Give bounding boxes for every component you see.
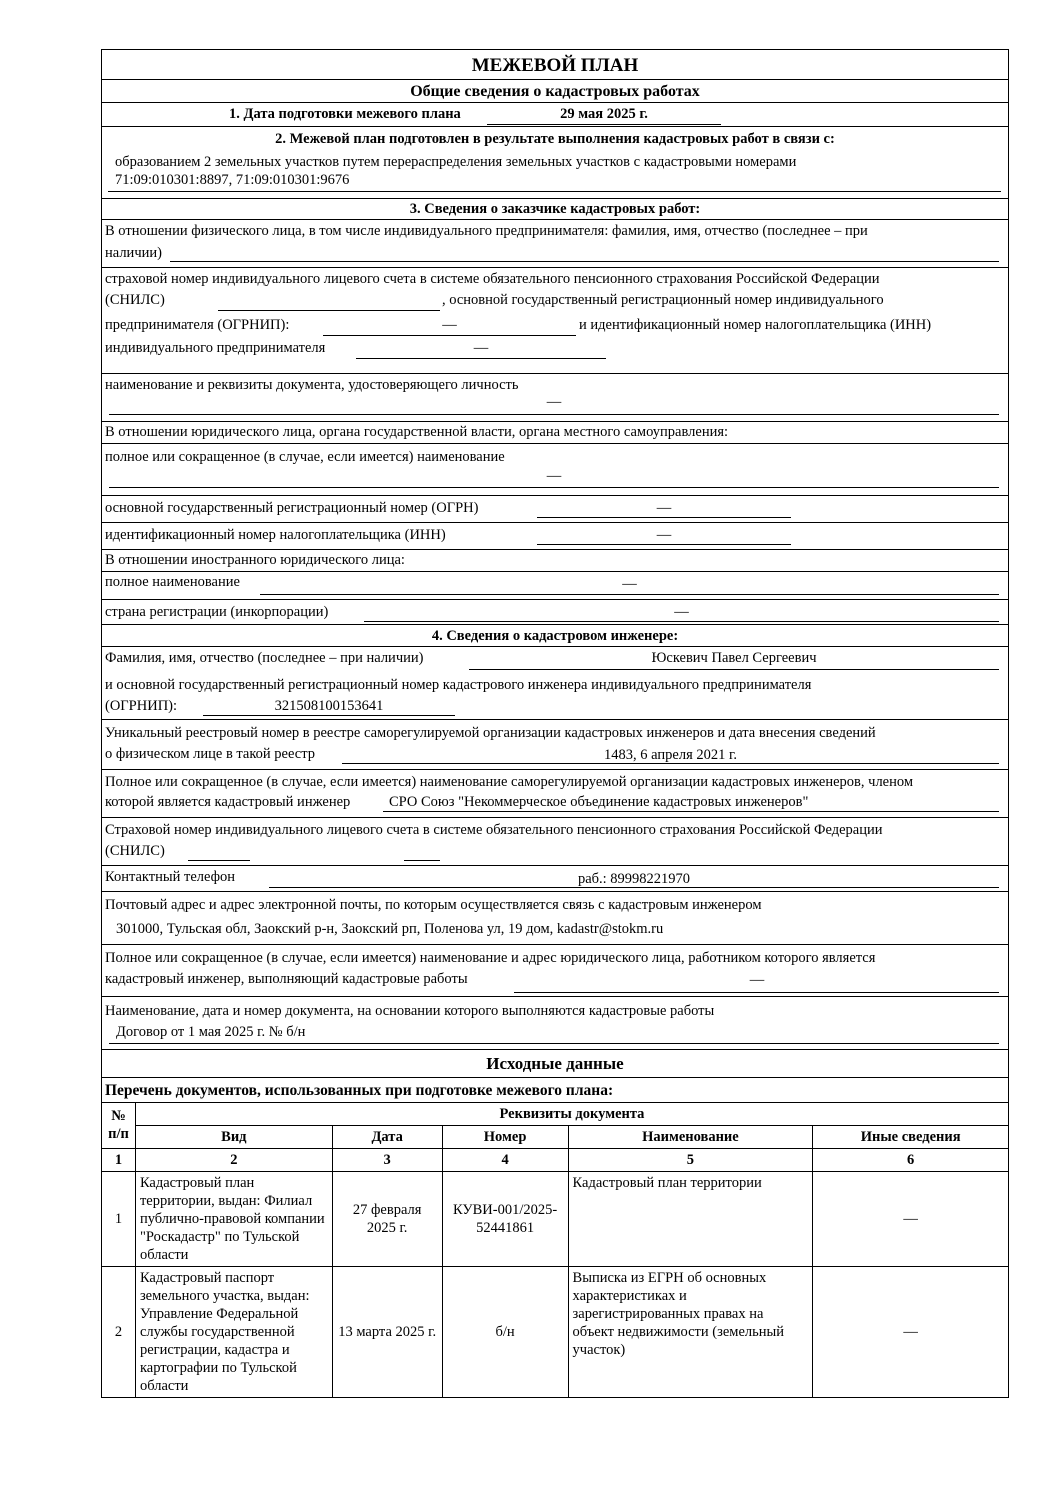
engineer-employer-label: кадастровый инженер, выполняющий кадастровые работы (105, 971, 468, 987)
row-date: 13 марта 2025 г. (332, 1266, 442, 1397)
engineer-address-label: Почтовый адрес и адрес электронной почты, по которым осуществляется связь с кадастровым инженером (105, 897, 762, 913)
customer-ogrnip-value: — (442, 317, 457, 333)
customer-snils-line1: страховой номер индивидуального лицевого счета в системе обязательного пенсионного страхования Российской Федерации (105, 271, 880, 287)
col-number-4: 4 (442, 1148, 568, 1171)
preparation-date-label: 1. Дата подготовки межевого плана (229, 106, 461, 122)
engineer-employer-value: — (749, 972, 765, 988)
document-title: МЕЖЕВОЙ ПЛАН (101, 49, 1009, 80)
customer-inn-value: — (473, 340, 489, 356)
engineer-snils-label: (СНИЛС) (105, 843, 165, 859)
col-number-5: 5 (568, 1148, 813, 1171)
header-no: № п/п (102, 1102, 136, 1148)
row-no: 1 (102, 1171, 136, 1266)
table-row (102, 1171, 1009, 1266)
row-no: 2 (102, 1266, 136, 1397)
row-date: 27 февраля 2025 г. (332, 1171, 442, 1266)
customer-heading: 3. Сведения о заказчике кадастровых работ: (101, 199, 1009, 220)
engineer-sro-label: которой является кадастровый инженер (105, 794, 351, 810)
engineer-snils-block (101, 818, 1009, 866)
header-other: Иные сведения (813, 1125, 1009, 1148)
work-reason-block (101, 127, 1009, 199)
engineer-sro-line1: Полное или сокращенное (в случае, если имеется) наименование саморегулируемой организации кадастровых инженеров, членом (105, 774, 914, 790)
customer-physical-line2: наличии) (105, 245, 162, 261)
header-number: Номер (442, 1125, 568, 1148)
boundary-plan-page (101, 49, 1009, 1398)
customer-foreign-heading-row (101, 550, 1009, 572)
preparation-date-value: 29 мая 2025 г. (560, 106, 648, 122)
customer-ogrnip-label: предпринимателя (ОГРНИП): (105, 317, 290, 333)
engineer-registry-block (101, 720, 1009, 770)
customer-legal-name-value: — (546, 468, 562, 484)
engineer-registry-line1: Уникальный реестровый номер в реестре саморегулируемой организации кадастровых инженеров и дата внесения сведений (105, 725, 876, 741)
engineer-address-block (101, 892, 1009, 945)
col-number-3: 3 (332, 1148, 442, 1171)
row-name: Кадастровый план территории (568, 1171, 813, 1266)
row-other: — (813, 1171, 1009, 1266)
customer-inn-row (101, 523, 1009, 550)
customer-physical-block (101, 220, 1009, 268)
engineer-snils-line1: Страховой номер индивидуального лицевого счета в системе обязательного пенсионного страхования Российской Федерации (105, 822, 883, 838)
customer-snils-block (101, 268, 1009, 374)
row-number: б/н (442, 1266, 568, 1397)
engineer-ogrnip-value: 321508100153641 (274, 698, 384, 714)
row-number: КУВИ-001/2025-52441861 (442, 1171, 568, 1266)
customer-legal-heading-row (101, 422, 1009, 444)
customer-ogrn-value: — (656, 500, 672, 516)
customer-snils-label: (СНИЛС) (105, 292, 165, 308)
work-reason-heading: 2. Межевой план подготовлен в результате выполнения кадастровых работ в связи с: (275, 131, 835, 147)
row-kind: Кадастровый паспорт земельного участка, выдан: Управление Федеральной службы государственной регистрации, кадастра и картографии по Тульской области (135, 1266, 332, 1397)
engineer-address-value: 301000, Тульская обл, Заокский р-н, Заокский рп, Поленова ул, 19 дом, kadastr@stokm.ru (116, 921, 664, 937)
work-reason-line2: 71:09:010301:8897, 71:09:010301:9676 (115, 172, 350, 188)
customer-id-doc-value: — (546, 394, 562, 410)
engineer-sro-value: СРО Союз "Некоммерческое объединение кадастровых инженеров" (389, 794, 809, 810)
header-document-details: Реквизиты документа (135, 1102, 1008, 1125)
row-name: Выписка из ЕГРН об основных характеристиках и зарегистрированных правах на объект недвижимости (земельный участок) (568, 1266, 813, 1397)
customer-id-doc-block (101, 374, 1009, 422)
engineer-employer-block (101, 945, 1009, 997)
customer-foreign-heading: В отношении иностранного юридического лица: (105, 552, 405, 568)
engineer-employer-line1: Полное или сокращенное (в случае, если имеется) наименование и адрес юридического лица, работником которого является (105, 950, 876, 966)
engineer-contract-value: Договор от 1 мая 2025 г. № б/н (116, 1024, 306, 1040)
header-date: Дата (332, 1125, 442, 1148)
customer-inn-tail: и идентификационный номер налогоплательщика (ИНН) (579, 317, 932, 333)
customer-legal-name-label: полное или сокращенное (в случае, если имеется) наименование (105, 449, 505, 465)
engineer-contract-block (101, 997, 1009, 1050)
customer-foreign-name-label: полное наименование (105, 574, 240, 590)
customer-country-value: — (674, 604, 689, 620)
engineer-sro-block (101, 770, 1009, 818)
col-number-6: 6 (813, 1148, 1009, 1171)
engineer-fio-label: Фамилия, имя, отчество (последнее – при наличии) (105, 650, 424, 666)
engineer-registry-label: о физическом лице в такой реестр (105, 746, 315, 762)
customer-physical-line1: В отношении физического лица, в том числе индивидуального предпринимателя: фамилия, имя, отчество (последнее – при (105, 223, 868, 239)
customer-country-label: страна регистрации (инкорпорации) (105, 604, 329, 620)
col-number-2: 2 (135, 1148, 332, 1171)
table-subheader-row (102, 1125, 1009, 1148)
customer-legal-inn-value: — (656, 527, 672, 543)
table-numbering-row (102, 1148, 1009, 1171)
engineer-fio-value: Юскевич Павел Сергеевич (651, 650, 817, 666)
customer-legal-inn-label: идентификационный номер налогоплательщика (ИНН) (105, 527, 446, 543)
customer-foreign-name-value: — (622, 576, 637, 592)
customer-ogrnip-tail: , основной государственный регистрационный номер индивидуального (442, 292, 884, 308)
engineer-phone-row (101, 866, 1009, 892)
table-header-row (102, 1102, 1009, 1125)
engineer-ogrnip-line1: и основной государственный регистрационный номер кадастрового инженера индивидуального предпринимателя (105, 677, 812, 693)
customer-ogrn-label: основной государственный регистрационный номер (ОГРН) (105, 500, 479, 516)
source-list-heading-row (101, 1078, 1009, 1103)
engineer-contract-label: Наименование, дата и номер документа, на основании которого выполняются кадастровые работы (105, 1003, 715, 1019)
preparation-date-row (101, 103, 1009, 127)
header-name: Наименование (568, 1125, 813, 1148)
engineer-phone-label: Контактный телефон (105, 869, 236, 885)
source-data-heading: Исходные данные (101, 1050, 1009, 1078)
customer-ogrn-row (101, 496, 1009, 523)
work-reason-line1: образованием 2 земельных участков путем перераспределения земельных участков с кадастровыми номерами (115, 154, 797, 170)
col-number-1: 1 (102, 1148, 136, 1171)
engineer-heading: 4. Сведения о кадастровом инженере: (101, 625, 1009, 647)
engineer-ogrnip-label: (ОГРНИП): (105, 698, 178, 714)
general-heading: Общие сведения о кадастровых работах (101, 80, 1009, 103)
engineer-fio-block (101, 647, 1009, 720)
customer-legal-heading: В отношении юридического лица, органа государственной власти, органа местного самоуправления: (105, 424, 729, 440)
source-list-heading: Перечень документов, использованных при подготовке межевого плана: (105, 1082, 614, 1099)
source-documents-table (101, 1102, 1009, 1398)
engineer-registry-value: 1483, 6 апреля 2021 г. (604, 747, 737, 763)
engineer-phone-value: раб.: 89998221970 (577, 871, 691, 887)
customer-foreign-name-row (101, 572, 1009, 600)
row-kind: Кадастровый план территории, выдан: Филиал публично-правовой компании "Роскадастр" по Тульской области (135, 1171, 332, 1266)
header-kind: Вид (135, 1125, 332, 1148)
row-other: — (813, 1266, 1009, 1397)
customer-legal-name-block (101, 444, 1009, 496)
customer-inn-label: индивидуального предпринимателя (105, 340, 326, 356)
customer-id-doc-label: наименование и реквизиты документа, удостоверяющего личность (105, 377, 519, 393)
table-row (102, 1266, 1009, 1397)
customer-country-row (101, 600, 1009, 625)
